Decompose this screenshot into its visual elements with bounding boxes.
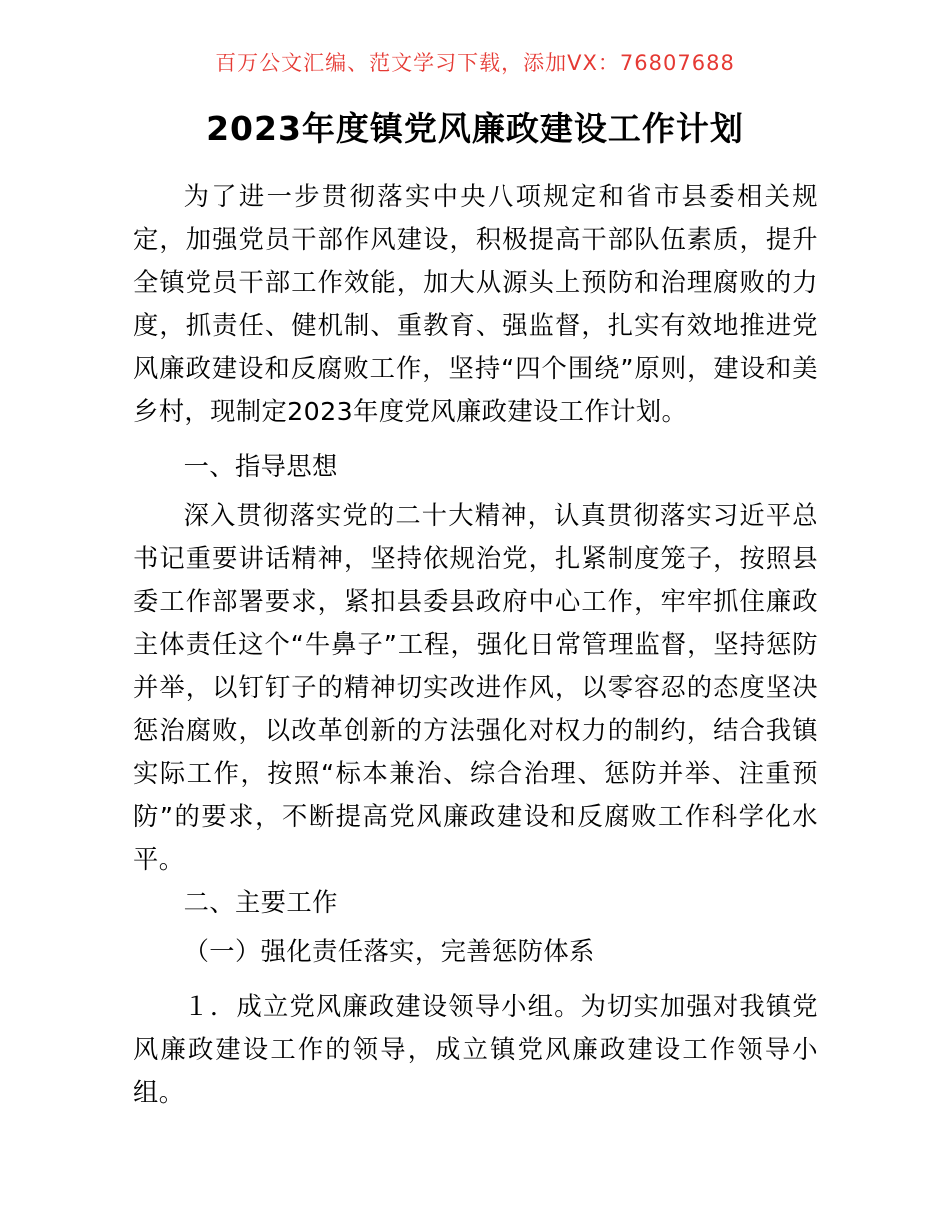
paragraph-guiding-thought: 深入贯彻落实党的二十大精神，认真贯彻落实习近平总书记重要讲话精神，坚持依规治党，扎紧制度笼子，按照县委工作部署要求，紧扣县委县政府中心工作，牢牢抓住廉政主体责任这个“牛鼻子”工程，强化日常管理监督，坚持惩防并举，以钉钉子的精神切实改进作风，以零容忍的态度坚决惩治腐败，以改革创新的方法强化对权力的制约，结合我镇实际工作，按照“标本兼治、综合治理、惩防并举、注重预防”的要求，不断提高党风廉政建设和反腐败工作科学化水平。 bbox=[133, 501, 818, 874]
section-heading-guiding-thought: 一、指导思想 bbox=[183, 452, 338, 481]
paragraph-intro: 为了进一步贯彻落实中央八项规定和省市县委相关规定，加强党员干部作风建设，积极提高干部队伍素质，提升全镇党员干部工作效能，加大从源头上预防和治理腐败的力度，抓责任、健机制、重教育、强监督，扎实有效地推进党风廉政建设和反腐败工作，坚持“四个围绕”原则，建设和美乡村，现制定2023年度党风廉政建设工作计划。 bbox=[133, 182, 818, 426]
subsection-heading-responsibility: （一）强化责任落实，完善惩防体系 bbox=[183, 937, 595, 966]
document-title: 2023年度镇党风廉政建设工作计划 bbox=[206, 109, 744, 148]
paragraph-leading-group: １．成立党风廉政建设领导小组。为切实加强对我镇党风廉政建设工作的领导，成立镇党风廉政建设工作领导小组。 bbox=[133, 992, 818, 1107]
section-heading-main-work: 二、主要工作 bbox=[183, 888, 338, 917]
notice-banner: 百万公文汇编、范文学习下载，添加VX：76807688 bbox=[215, 51, 735, 75]
document-body bbox=[133, 175, 818, 1114]
